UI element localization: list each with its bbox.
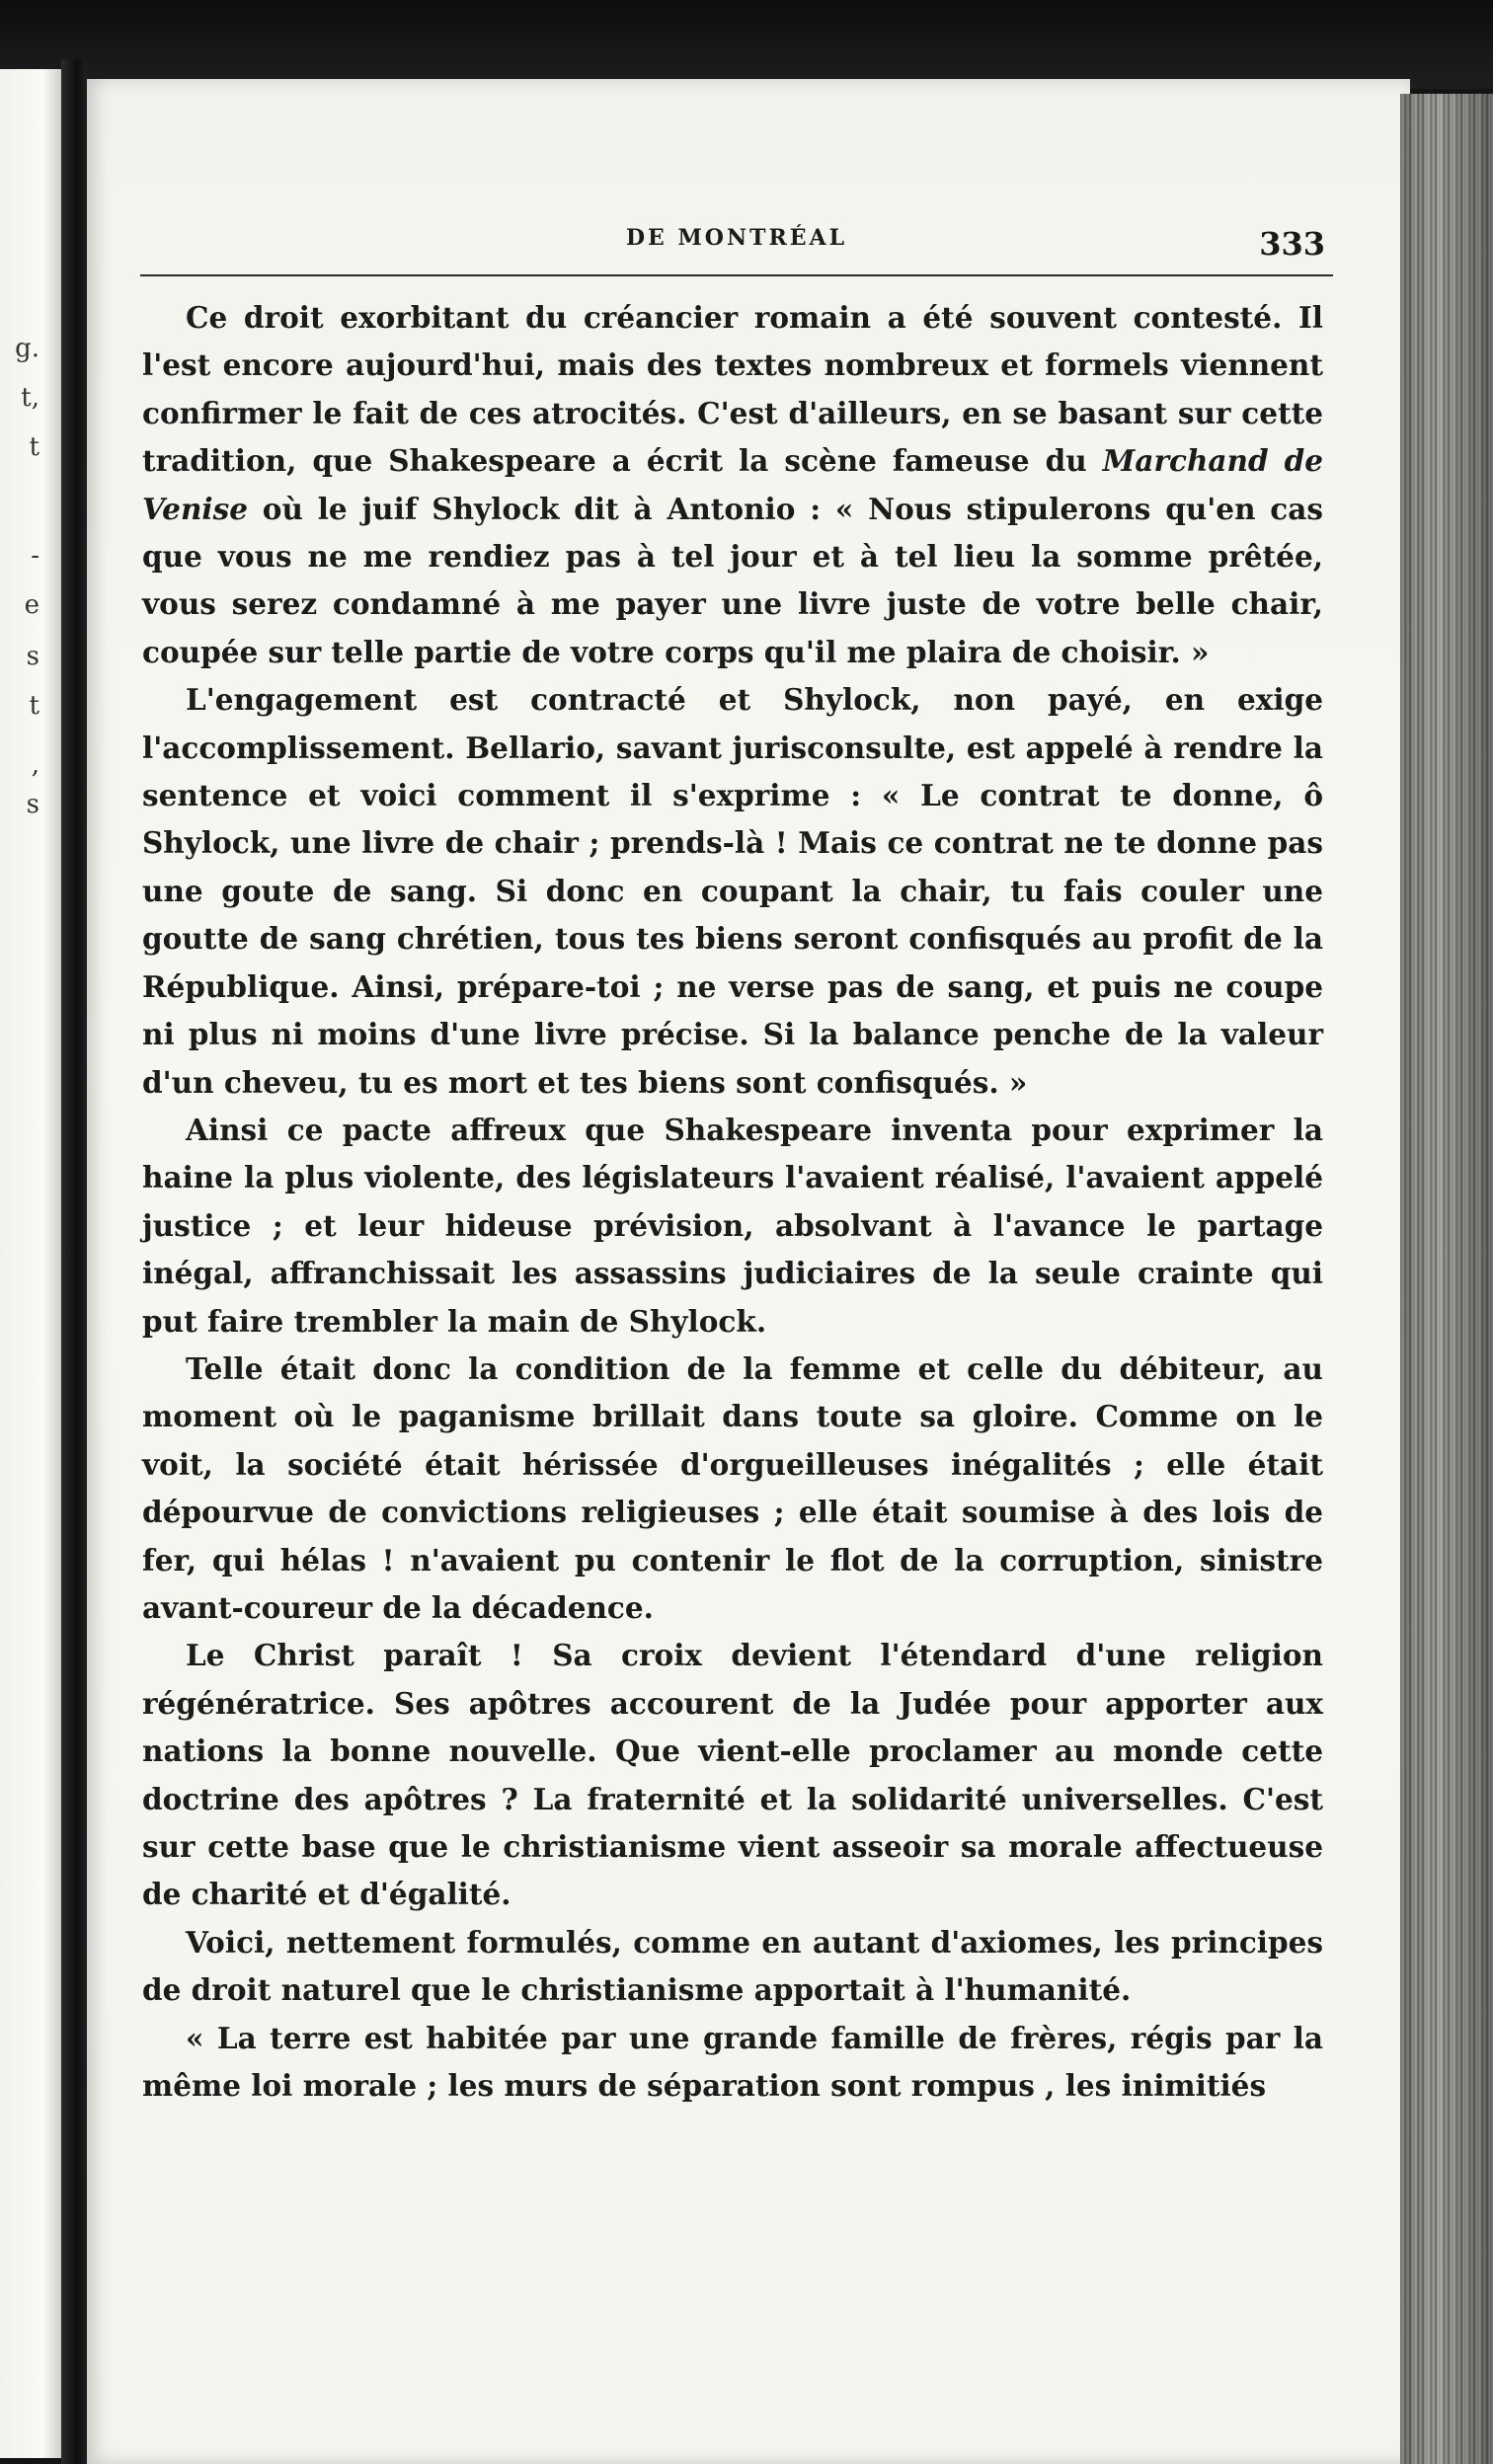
page-edges-shade [1400,94,1493,2464]
paragraph: Ainsi ce pacte affreux que Shakespeare inventa pour exprimer la haine la plus violente, des législateurs l'avaient réalisé, l'avaient appelé justice ; et leur hideuse prévision, absolvant à l'avance le partage inégal, affranchissait les assassins judiciaires de la seule crainte qui put faire trembler la main de Shylock. [142,1112,1323,1339]
paragraph: Voici, nettement formulés, comme en autant d'axiomes, les principes de droit naturel que le christianisme apportait à l'humanité. [142,1924,1323,2008]
book-gutter [61,59,87,2464]
running-head: DE MONTRÉAL [625,225,848,251]
scan-background-top [0,0,1493,89]
page-number: 333 [1259,225,1325,263]
previous-page-sliver [0,69,61,2458]
prev-page-fragment: e [24,590,39,620]
prev-page-fragment: g. [15,334,39,363]
prev-page-fragment: , [31,750,39,780]
paragraph: Le Christ paraît ! Sa croix devient l'étendard d'une religion régénératrice. Ses apôtres accourent de la Judée pour apporter aux nations la bonne nouvelle. Que vient-elle proclamer au monde cette doctrine des apôtres ? La fraternité et la solidarité universelles. C'est sur cette base que le christianisme vient asseoir sa morale affectueuse de charité et d'égalité. [142,1638,1323,1912]
paragraph-text: Ce droit exorbitant du créancier romain a été souvent contesté. Il l'est encore aujourd'hui, mais des textes nombreux et formels viennent confirmer le fait de ces atrocités. C'est d'ailleurs, en se basant sur cette tradition, que Shakespeare a écrit la scène fameuse du [142,300,1323,479]
body-text [142,294,1323,2110]
book-page [87,79,1410,2464]
header-rule [140,274,1333,276]
paragraph: « La terre est habitée par une grande famille de frères, régis par la même loi morale ; les murs de séparation sont rompus , les inimitiés [142,2020,1323,2104]
italic-title: Marchand de Venise [142,443,1323,526]
paragraph [142,294,1323,676]
prev-page-fragment: s [26,642,39,671]
paragraph: Telle était donc la condition de la femme et celle du débiteur, au moment où le paganisme brillait dans toute sa gloire. Comme on le voit, la société était hérissée d'orgueilleuses inégalités ; elle était dépourvue de convictions religieuses ; elle était soumise à des lois de fer, qui hélas ! n'avaient pu contenir le flot de la corruption, sinistre avant-coureur de la décadence. [142,1350,1323,1625]
prev-page-fragment: t, [21,383,39,413]
prev-page-fragment: t [29,691,39,721]
paragraph-text: où le juif Shylock dit à Antonio : « Nous stipulerons qu'en cas que vous ne me rendiez pas à tel jour et à tel lieu la somme prêtée, vous serez condamné à me payer une livre juste de votre belle chair, coupée sur telle partie de votre corps qu'il me plaira de choisir. » [142,491,1323,669]
prev-page-fragment: s [26,790,39,819]
paragraph: L'engagement est contracté et Shylock, non payé, en exige l'accomplissement. Bellario, savant jurisconsulte, est appelé à rendre la sentence et voici comment il s'exprime : « Le contrat te donne, ô Shylock, une livre de chair ; prends-là ! Mais ce contrat ne te donne pas une goute de sang. Si donc en coupant la chair, tu fais couler une goutte de sang chrétien, tous tes biens seront confisqués au profit de la République. Ainsi, prépare-toi ; ne verse pas de sang, et puis ne coupe ni plus ni moins d'une livre précise. Si la balance penche de la valeur d'un cheveu, tu es mort et tes biens sont confisqués. » [142,682,1323,1100]
prev-page-fragment: - [31,541,39,571]
prev-page-fragment: t [29,432,39,462]
